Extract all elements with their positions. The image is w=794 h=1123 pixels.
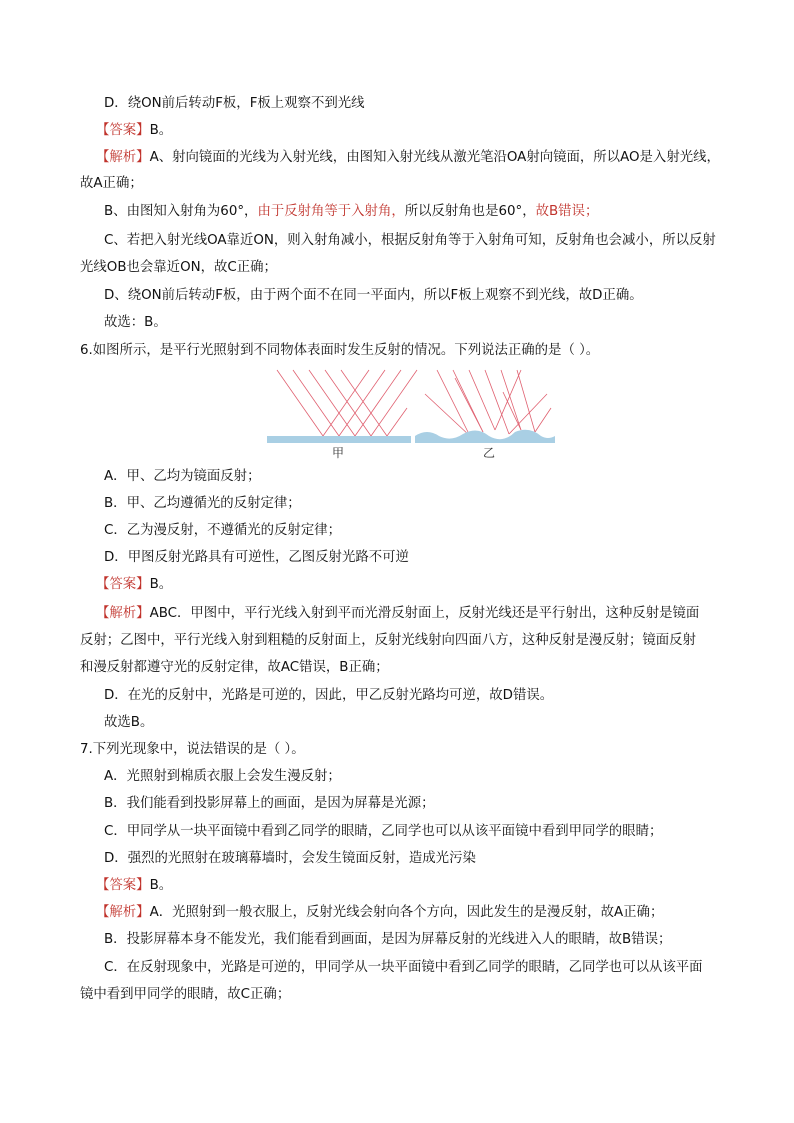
q7-option-c: C．甲同学从一块平面镜中看到乙同学的眼睛，乙同学也可以从该平面镜中看到甲同学的眼睛； — [104, 824, 663, 839]
q7-explanation-c: C．在反射现象中，光路是可逆的，甲同学从一块平面镜中看到乙同学的眼睛，乙同学也可以从该平面 — [104, 960, 703, 975]
q5-explanation-a-cont: 故A正确； — [80, 176, 143, 191]
q7-answer — [0, 876, 794, 896]
rough-surface — [415, 430, 555, 443]
q7-option-b: B．我们能看到投影屏幕上的画面，是因为屏幕是光源； — [104, 796, 435, 811]
explanation-text: 所以反射角也是60°， — [404, 204, 536, 219]
explanation-text: A、射向镜面的光线为入射光线，由图知入射光线从激光笔沿OA射向镜面，所以AO是入射光线， — [149, 150, 720, 165]
answer-tag: 【答案】 — [96, 878, 150, 893]
q6-option-b: B．甲、乙均遵循光的反射定律； — [104, 496, 301, 511]
q6-explanation-4: D．在光的反射中，光路是可逆的，因此，甲乙反射光路均可逆，故D错误。 — [104, 688, 554, 703]
answer-tag: 【答案】 — [96, 577, 150, 592]
q5-explanation-a — [0, 148, 794, 168]
explanation-tag: 【解析】 — [96, 150, 150, 165]
q7-explanation-c-cont: 镜中看到甲同学的眼睛，故C正确； — [80, 987, 291, 1002]
smooth-surface — [267, 436, 411, 443]
explanation-tag: 【解析】 — [96, 905, 150, 920]
q7-explanation-b: B．投影屏幕本身不能发光，我们能看到画面，是因为屏幕反射的光线进入人的眼睛，故B错误； — [104, 932, 672, 947]
q5-explanation-c-cont: 光线OB也会靠近ON，故C正确； — [80, 260, 277, 275]
figure-label-yi: 乙 — [482, 446, 496, 460]
q6-explanation-3: 和漫反射都遵守光的反射定律，故AC错误，B正确； — [80, 660, 389, 675]
explanation-tag: 【解析】 — [96, 606, 150, 621]
q7-option-a: A．光照射到棉质衣服上会发生漫反射； — [104, 769, 341, 784]
q7-explanation-a — [0, 903, 794, 923]
q5-choice: 故选：B。 — [104, 315, 167, 330]
explanation-highlight: 由于反射角等于入射角， — [257, 204, 405, 219]
reflection-figure — [265, 364, 555, 460]
q6-option-c: C．乙为漫反射，不遵循光的反射定律； — [104, 523, 341, 538]
q5-answer — [0, 121, 794, 141]
q7-stem: 7.下列光现象中，说法错误的是（ ）。 — [80, 742, 305, 757]
q5-explanation-b — [0, 202, 794, 222]
q6-choice: 故选B。 — [104, 715, 154, 730]
answer-value: B。 — [149, 123, 173, 138]
explanation-text: ABC．甲图中，平行光线入射到平而光滑反射面上，反射光线还是平行射出，这种反射是镜面 — [149, 606, 700, 621]
explanation-text: A．光照射到一般衣服上，反射光线会射向各个方向，因此发生的是漫反射，故A正确； — [149, 905, 664, 920]
q6-answer — [0, 575, 794, 595]
explanation-highlight: 故B错误； — [535, 204, 599, 219]
q5-explanation-c: C、若把入射光线OA靠近ON，则入射角减小，根据反射角等于入射角可知，反射角也会减小，所以反射 — [104, 233, 716, 248]
answer-value: B。 — [149, 878, 173, 893]
q5-option-d: D．绕ON前后转动F板，F板上观察不到光线 — [104, 96, 365, 111]
q5-explanation-d: D、绕ON前后转动F板，由于两个面不在同一平面内，所以F板上观察不到光线，故D正确。 — [104, 288, 643, 303]
q6-stem: 6.如图所示，是平行光照射到不同物体表面时发生反射的情况。下列说法正确的是（ ）。 — [80, 343, 600, 358]
answer-value: B。 — [149, 577, 173, 592]
q6-option-d: D．甲图反射光路具有可逆性，乙图反射光路不可逆 — [104, 550, 409, 565]
q7-option-d: D．强烈的光照射在玻璃幕墙时，会发生镜面反射，造成光污染 — [104, 851, 476, 866]
diffuse-reflection-diagram — [425, 370, 551, 436]
figure-label-jia: 甲 — [331, 446, 345, 460]
q6-option-a: A．甲、乙均为镜面反射； — [104, 469, 261, 484]
q6-explanation-1 — [0, 604, 794, 624]
answer-tag: 【答案】 — [96, 123, 150, 138]
specular-reflection-diagram — [277, 370, 417, 436]
q6-explanation-2: 反射；乙图中，平行光线入射到粗糙的反射面上，反射光线射向四面八方，这种反射是漫反射；镜面反射 — [80, 633, 696, 648]
explanation-text: B、由图知入射角为60°， — [104, 204, 258, 219]
